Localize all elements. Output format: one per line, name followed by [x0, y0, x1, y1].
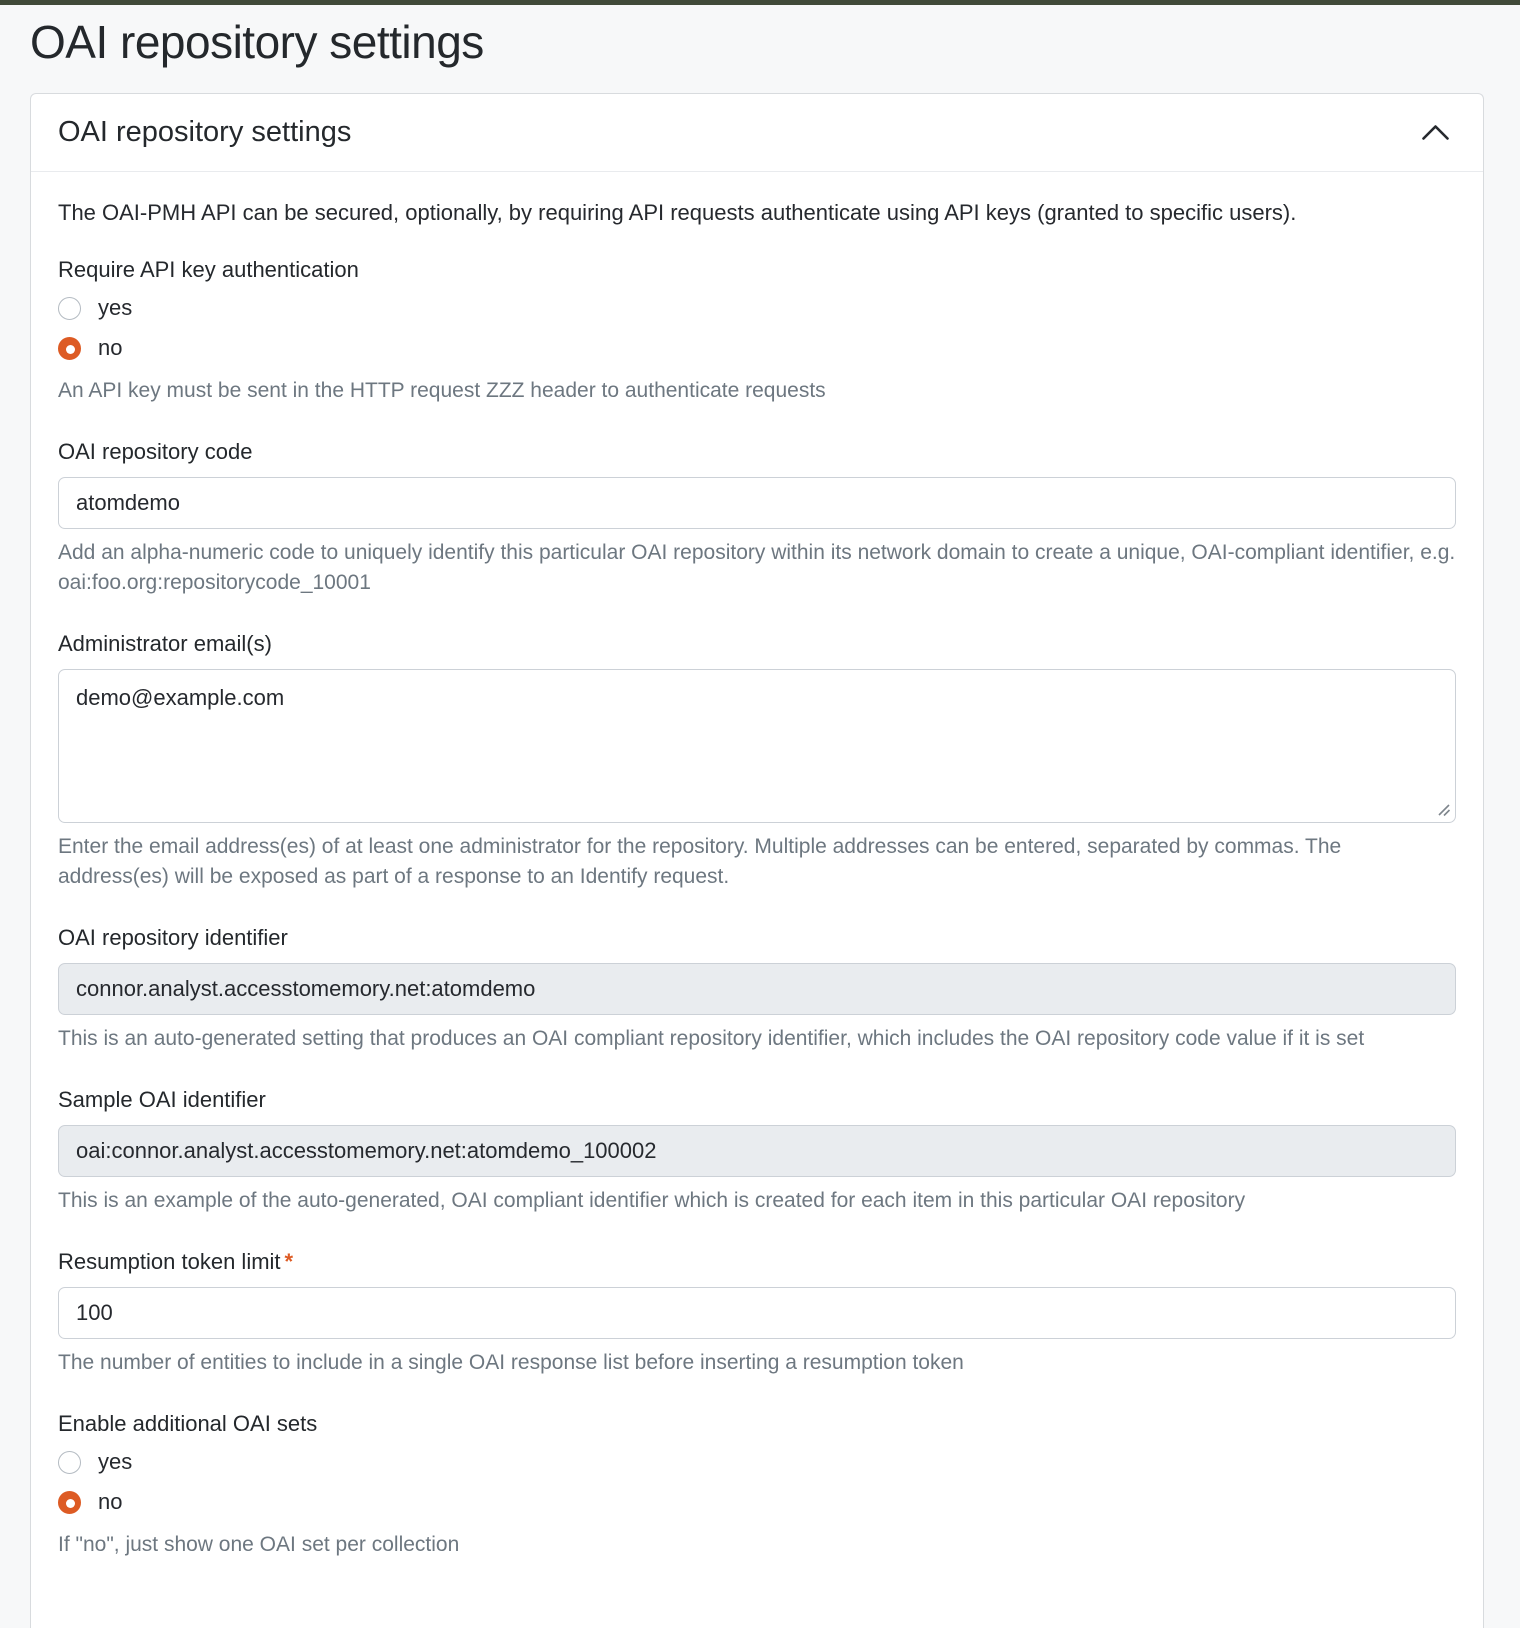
resumption-limit-label	[58, 1248, 1456, 1276]
additional-sets-no-radio[interactable]	[58, 1491, 81, 1514]
additional-sets-no-label[interactable]: no	[98, 1489, 123, 1514]
field-resumption-token-limit	[58, 1248, 1456, 1378]
field-sample-oai-identifier	[58, 1086, 1456, 1216]
api-key-auth-yes-radio[interactable]	[58, 297, 81, 320]
collapse-panel-button[interactable]	[1415, 120, 1456, 145]
textarea-resize-handle-icon[interactable]	[1436, 802, 1451, 817]
sample-identifier-label: Sample OAI identifier	[58, 1087, 266, 1112]
sample-identifier-input	[58, 1125, 1456, 1177]
api-key-auth-no-label[interactable]: no	[98, 335, 123, 360]
panel-title: OAI repository settings	[58, 116, 352, 148]
api-key-auth-no-radio[interactable]	[58, 337, 81, 360]
oai-settings-panel	[30, 93, 1484, 1628]
page-title: OAI repository settings	[30, 16, 484, 68]
top-accent-bar	[0, 0, 1520, 5]
resumption-limit-label-text: Resumption token limit	[58, 1249, 281, 1274]
field-oai-repository-identifier	[58, 924, 1456, 1054]
chevron-up-icon	[1421, 129, 1450, 144]
repo-code-input[interactable]	[58, 477, 1456, 529]
api-key-auth-option-no	[58, 335, 1456, 361]
api-key-auth-option-yes	[58, 295, 1456, 321]
field-api-key-authentication	[58, 256, 1456, 406]
repo-code-help: Add an alpha-numeric code to uniquely identify this particular OAI repository within its network domain to create a unique, OAI-compliant identifier, e.g. oai:foo.org:repositorycode_10001	[58, 541, 1456, 594]
api-key-auth-yes-label[interactable]: yes	[98, 295, 133, 320]
admin-email-help: Enter the email address(es) of at least one administrator for the repository. Multiple addresses can be entered, separated by commas. The address(es) will be exposed as part of a response to an Identify request.	[58, 835, 1342, 888]
field-oai-repository-code	[58, 438, 1456, 598]
additional-sets-label: Enable additional OAI sets	[58, 1411, 318, 1436]
repo-identifier-input	[58, 963, 1456, 1015]
additional-sets-option-no	[58, 1489, 1456, 1515]
field-enable-additional-oai-sets	[58, 1410, 1456, 1560]
admin-email-textarea[interactable]	[58, 669, 1456, 823]
repo-identifier-label: OAI repository identifier	[58, 925, 288, 950]
admin-email-label: Administrator email(s)	[58, 631, 272, 656]
panel-description: The OAI-PMH API can be secured, optionally, by requiring API requests authenticate using API keys (granted to specific users).	[58, 200, 1297, 225]
required-asterisk: *	[284, 1249, 294, 1274]
resumption-limit-input[interactable]	[58, 1287, 1456, 1339]
additional-sets-help: If "no", just show one OAI set per collection	[58, 1533, 460, 1556]
additional-sets-option-yes	[58, 1449, 1456, 1475]
panel-header	[31, 94, 1483, 172]
additional-sets-yes-label[interactable]: yes	[98, 1449, 133, 1474]
api-key-auth-label: Require API key authentication	[58, 257, 359, 282]
additional-sets-yes-radio[interactable]	[58, 1451, 81, 1474]
panel-body	[31, 172, 1483, 1628]
repo-code-label: OAI repository code	[58, 439, 253, 464]
sample-identifier-help: This is an example of the auto-generated, OAI compliant identifier which is created for each item in this particular OAI repository	[58, 1189, 1246, 1212]
repo-identifier-help: This is an auto-generated setting that produces an OAI compliant repository identifier, which includes the OAI repository code value if it is set	[58, 1027, 1365, 1050]
api-key-auth-help: An API key must be sent in the HTTP request ZZZ header to authenticate requests	[58, 379, 826, 402]
admin-email-textarea-wrap	[58, 669, 1456, 823]
resumption-limit-help: The number of entities to include in a single OAI response list before inserting a resumption token	[58, 1351, 964, 1374]
field-administrator-emails	[58, 630, 1456, 892]
settings-page	[0, 15, 1520, 1628]
